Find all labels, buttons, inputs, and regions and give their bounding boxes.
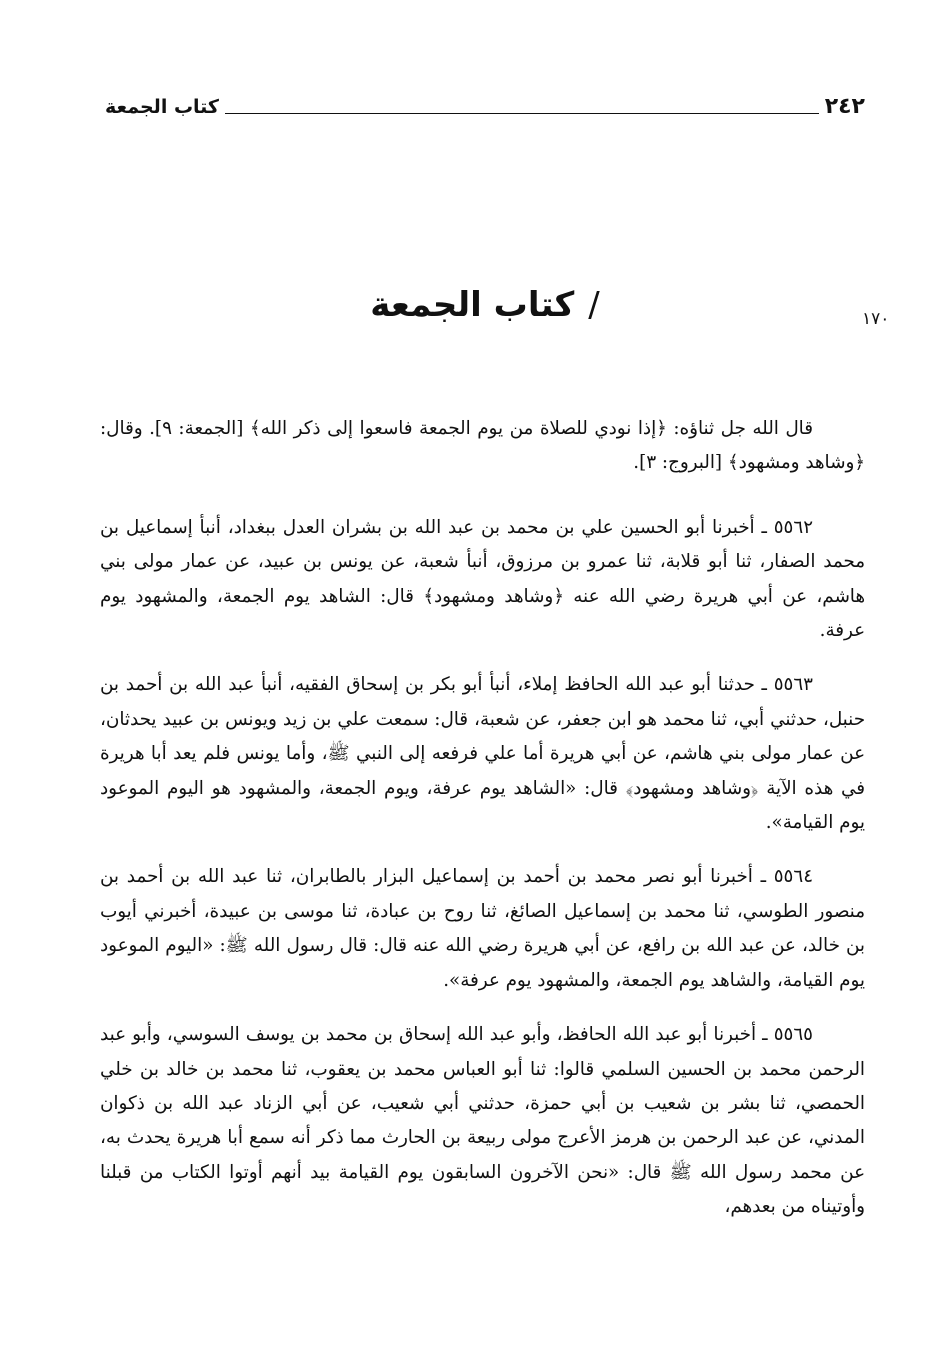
hadith-paragraph	[100, 668, 865, 840]
header-rule	[225, 113, 819, 114]
running-title: كتاب الجمعة	[105, 96, 219, 118]
hadith-text: ـ حدثنا أبو عبد الله الحافظ إملاء، أنبأ أبو بكر بن إسحاق الفقيه، أنبأ عبد الله بن أحمد بن حنبل، حدثني أبي، ثنا محمد هو ابن جعفر، عن شعبة، قال: سمعت علي بن زيد ويونس بن عبيد يحدثان، عن عمار مولى بني هاشم، عن أبي هريرة أما علي فرفعه إلى النبي ﷺ، وأما يونس فلم يعد أبا هريرة في هذه الآية ﴿وشاهد ومشهود﴾ قال: «الشاهد يوم عرفة، ويوم الجمعة، والمشهود هو اليوم الموعود يوم القيامة».	[100, 674, 865, 834]
running-header	[105, 86, 865, 120]
page-number: ٢٤٢	[824, 94, 865, 119]
hadith-paragraph	[100, 1018, 865, 1224]
margin-reference: ١٧٠	[862, 309, 890, 329]
page-body	[100, 412, 865, 1245]
book-title-marker: /	[588, 285, 600, 325]
book-title-text: كتاب الجمعة	[370, 285, 575, 325]
hadith-text: ـ أخبرنا أبو نصر محمد بن أحمد بن إسماعيل البزار بالطابران، ثنا عبد الله بن أحمد بن منصور الطوسي، ثنا محمد بن إسماعيل الصائغ، ثنا روح بن عبادة، ثنا موسى بن عبيدة، أخبرني أيوب بن خالد، عن عبد الله بن رافع، عن أبي هريرة رضي الله عنه قال: قال رسول الله ﷺ: «اليوم الموعود يوم القيامة، والشاهد يوم الجمعة، والمشهود يوم عرفة».	[100, 866, 865, 991]
intro-paragraph: قال الله جل ثناؤه: ﴿إذا نودي للصلاة من يوم الجمعة فاسعوا إلى ذكر الله﴾ [الجمعة: ٩]. وقال: ﴿وشاهد ومشهود﴾ [البروج: ٣].	[100, 418, 865, 474]
hadith-number: ٥٥٦٢	[773, 516, 814, 538]
hadith-text: ـ أخبرنا أبو الحسين علي بن محمد بن عبد الله بن بشران العدل ببغداد، أنبأ إسماعيل بن محمد الصفار، ثنا أبو قلابة، ثنا عمرو بن مرزوق، أنبأ شعبة، عن يونس بن عبيد، عن عمار مولى بني هاشم، عن أبي هريرة رضي الله عنه ﴿وشاهد ومشهود﴾ قال: الشاهد يوم الجمعة، والمشهود يوم عرفة.	[100, 516, 865, 642]
hadith-number: ٥٥٦٥	[773, 1024, 813, 1046]
hadith-number: ٥٥٦٤	[773, 866, 814, 888]
hadith-paragraph	[100, 511, 865, 649]
book-title	[300, 280, 670, 330]
hadith-number: ٥٥٦٣	[773, 674, 813, 696]
hadith-text: ـ أخبرنا أبو عبد الله الحافظ، وأبو عبد الله إسحاق بن محمد بن يوسف السوسي، وأبو عبد الرحمن محمد بن الحسين السلمي قالوا: ثنا أبو العباس محمد بن يعقوب، ثنا محمد بن خالد بن خلي الحمصي، ثنا بشر بن شعيب بن أبي حمزة، حدثني أبي شعيب، عن أبي الزناد عبد الله بن ذكوان المدني، عن عبد الرحمن بن هرمز الأعرج مولى ربيعة بن الحارث مما ذكر أنه سمع أبا هريرة يحدث به، عن محمد رسول الله ﷺ قال: «نحن الآخرون السابقون يوم القيامة بيد أنهم أوتوا الكتاب من قبلنا وأوتيناه من بعدهم،	[100, 1024, 865, 1218]
hadith-paragraph	[100, 860, 865, 998]
